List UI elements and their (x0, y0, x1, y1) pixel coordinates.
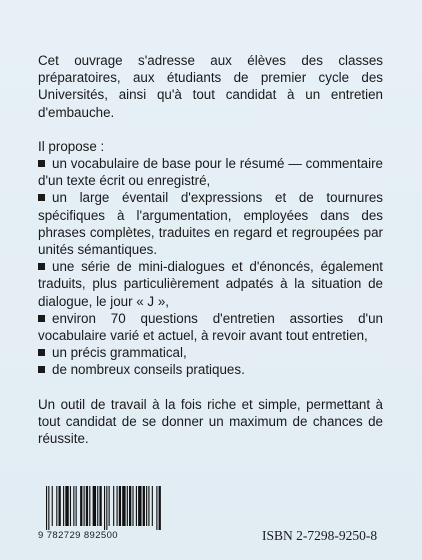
back-cover-text (38, 52, 383, 447)
square-bullet-icon (38, 160, 45, 167)
bullet-item: un large éventail d'expressions et de tournures spécifiques à l'argumentation, employées dans des phrases complètes, traduites en regard et regroupées par unités sémantiques. (38, 190, 383, 258)
square-bullet-icon (38, 263, 45, 270)
square-bullet-icon (38, 349, 45, 356)
isbn-label: ISBN 2-7298-9250-8 (262, 528, 378, 543)
square-bullet-icon (38, 194, 45, 201)
bullet-item: un précis grammatical, (38, 344, 383, 361)
barcode-number: 9 782729 892500 (38, 530, 118, 541)
bullet-item: de nombreux conseils pratiques. (38, 361, 383, 378)
intro-paragraph: Cet ouvrage s'adresse aux élèves des classes préparatoires, aux étudiants de premier cycle des Universités, ainsi qu'à tout candidat à un entretien d'embauche. (38, 53, 383, 120)
bullet-item: environ 70 questions d'entretien assorties d'un vocabulaire varié et actuel, à revoir avant tout entretien, (38, 310, 383, 344)
closing-paragraph: Un outil de travail à la fois riche et simple, permettant à tout candidat de se donner un maximum de chances de réussite. (38, 396, 383, 447)
barcode-block (38, 486, 164, 546)
barcode-icon (46, 486, 162, 530)
bullet-item: une série de mini-dialogues et d'énoncés, également traduits, plus particulièrement adpatés à la situation de dialogue, le jour « J », (38, 259, 383, 309)
square-bullet-icon (38, 315, 45, 322)
square-bullet-icon (38, 366, 45, 373)
propose-heading: Il propose : (38, 138, 105, 154)
bullet-item: un vocabulaire de base pour le résumé — commentaire d'un texte écrit ou enregistré, (38, 156, 383, 189)
